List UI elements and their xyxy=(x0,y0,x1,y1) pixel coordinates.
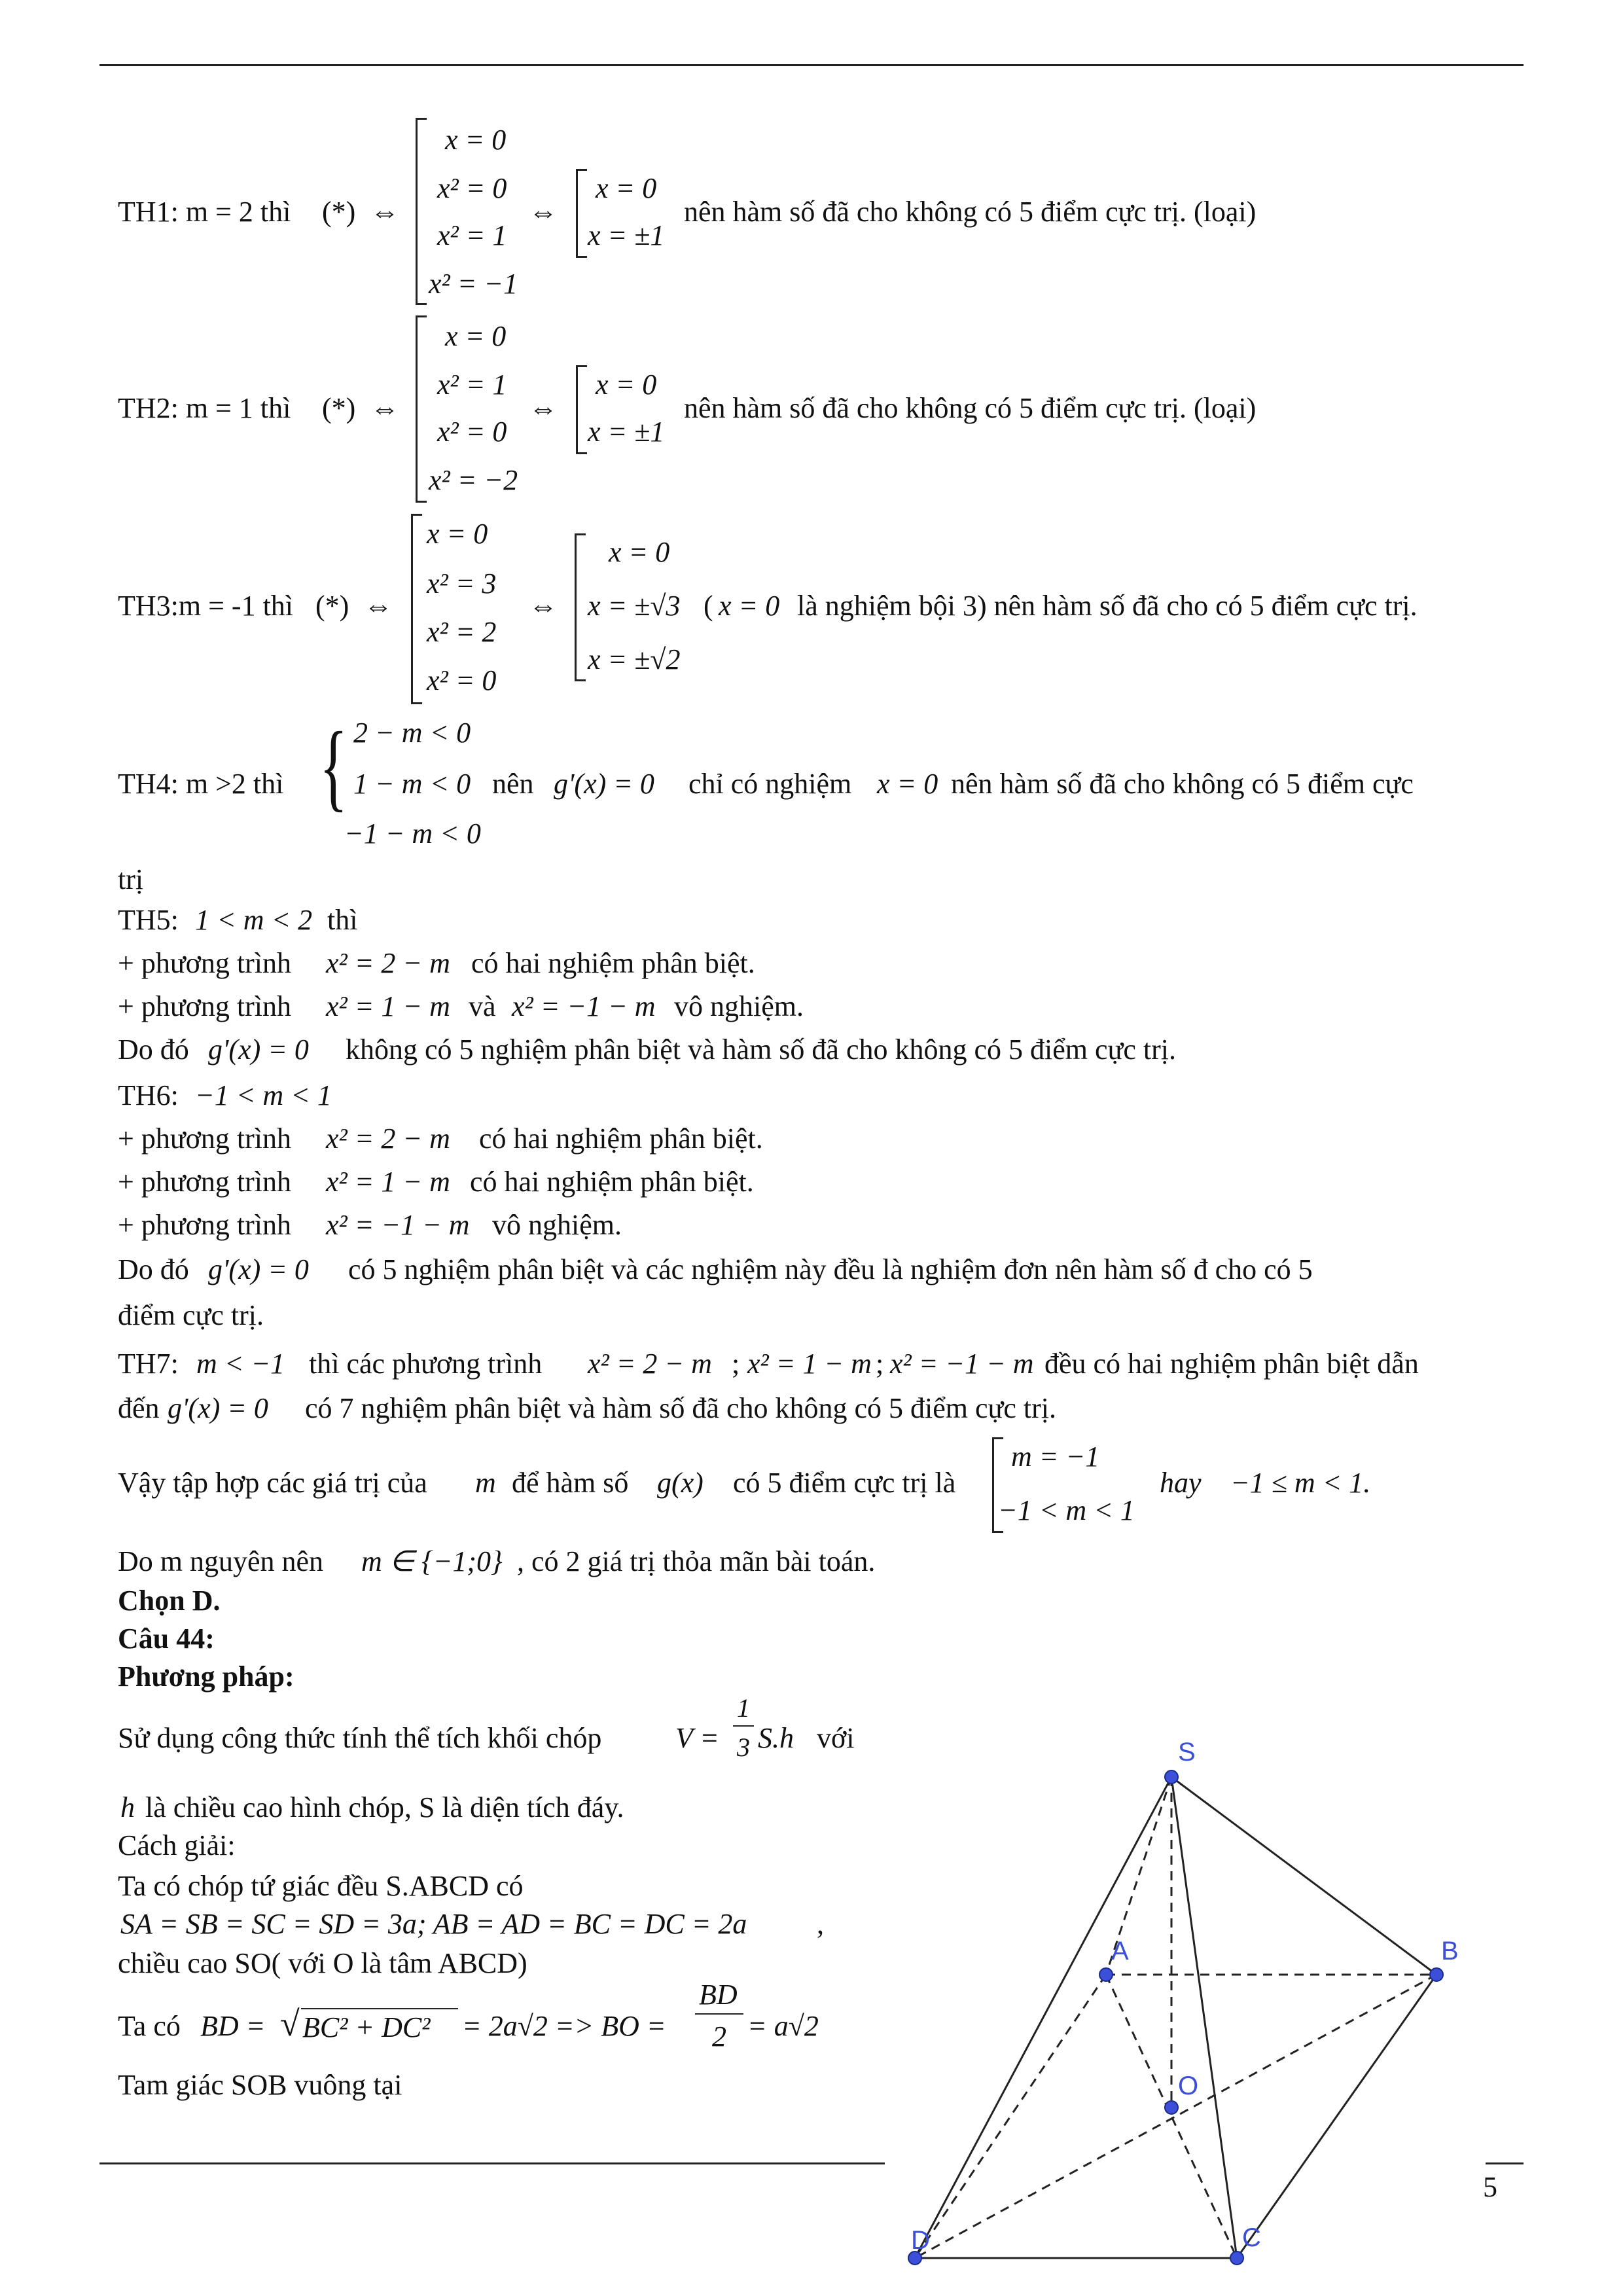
th2-res-1: x = ±1 xyxy=(588,416,665,448)
th2-sys-1: x² = 1 xyxy=(437,368,507,401)
th1-sys-3: x² = −1 xyxy=(429,268,518,300)
th6-l4m: g'(x) = 0 xyxy=(208,1253,309,1285)
s4-sqrt-sign: √ xyxy=(280,2004,300,2043)
label-b: B xyxy=(1441,1937,1459,1965)
th3-conc-c: là nghiệm bội 3) nên hàm số đã cho có 5 điểm cực trị. xyxy=(797,590,1418,622)
th6-cond: −1 < m < 1 xyxy=(195,1079,332,1111)
summary-t3: có 5 điểm cực trị là xyxy=(733,1467,956,1499)
th5-l2a: + phương trình xyxy=(118,990,292,1022)
th1-res-1: x = ±1 xyxy=(588,219,665,251)
summary-c2: −1 < m < 1 xyxy=(998,1494,1135,1526)
th5-l1m: x² = 2 − m xyxy=(326,947,450,979)
solve-line-1: Ta có chóp tứ giác đều S.ABCD có xyxy=(118,1870,524,1902)
th5-thi: thì xyxy=(327,904,358,936)
s4-den: 2 xyxy=(712,2020,726,2053)
th3-sys-1: x² = 3 xyxy=(427,567,497,600)
label-d: D xyxy=(911,2226,930,2255)
th7-l2m: g'(x) = 0 xyxy=(168,1392,268,1424)
label-a: A xyxy=(1111,1937,1129,1965)
point-s xyxy=(1165,1770,1178,1784)
th4-t4: trị xyxy=(118,863,144,895)
point-c xyxy=(1230,2251,1243,2265)
int-t2: , có 2 giá trị thỏa mãn bài toán. xyxy=(517,1545,876,1577)
edge-sc xyxy=(1171,1777,1237,2258)
th3-sys-3: x² = 0 xyxy=(427,664,497,696)
th2-label: TH2: m = 1 thì xyxy=(118,392,291,424)
th1-star: (*) xyxy=(322,196,356,228)
th7-e3: x² = −1 − m xyxy=(890,1348,1034,1380)
th2-sys-0: x = 0 xyxy=(445,320,507,352)
question-title: Câu 44: xyxy=(118,1623,215,1655)
th5-cond: 1 < m < 2 xyxy=(195,904,313,936)
th1-iff2: ⇔ xyxy=(529,196,558,228)
th7-s2: ; xyxy=(876,1348,884,1380)
th2-iff: ⇔ xyxy=(370,392,399,424)
th6-l3b: vô nghiệm. xyxy=(492,1209,622,1241)
th6-l4b: có 5 nghiệm phân biệt và các nghiệm này đều là nghiệm đơn nên hàm số đ cho có 5 xyxy=(348,1253,1313,1285)
th6-l1b: có hai nghiệm phân biệt. xyxy=(479,1122,763,1155)
th5-l2b: vô nghiệm. xyxy=(674,990,804,1022)
th4-eq: g'(x) = 0 xyxy=(554,768,654,800)
formula-num: 1 xyxy=(737,1693,750,1723)
th7-l2a: đến xyxy=(118,1392,160,1424)
th4-eq2: x = 0 xyxy=(877,768,938,800)
th2-res-0: x = 0 xyxy=(596,368,657,401)
edge-sd xyxy=(915,1777,1171,2258)
label-o: O xyxy=(1178,2072,1199,2100)
th5-l3m: g'(x) = 0 xyxy=(208,1033,309,1066)
edge-ad xyxy=(915,1975,1106,2258)
th5-l3b: không có 5 nghiệm phân biệt và hàm số đã cho không có 5 điểm cực trị. xyxy=(346,1033,1176,1066)
formula-rhs: S.h xyxy=(758,1722,794,1754)
th7-s1: ; xyxy=(732,1348,740,1380)
th4-t2: chỉ có nghiệm xyxy=(688,768,852,800)
th6-l2a: + phương trình xyxy=(118,1166,292,1198)
formula2-h: h xyxy=(120,1791,135,1823)
th3-res-1: x = ±√3 xyxy=(588,590,681,622)
th6-l2b: có hai nghiệm phân biệt. xyxy=(470,1166,754,1198)
th4-sys-2: −1 − m < 0 xyxy=(344,817,481,850)
diag-bd xyxy=(915,1975,1436,2258)
th7-t1: thì các phương trình xyxy=(309,1348,543,1380)
th1-sys-0: x = 0 xyxy=(445,124,507,156)
th4-t3: nên hàm số đã cho không có 5 điểm cực xyxy=(951,768,1414,800)
th3-conc-b: x = 0 xyxy=(719,590,780,622)
th3-conc-a: ( xyxy=(704,590,713,622)
formula2-text: là chiều cao hình chóp, S là diện tích đáy. xyxy=(145,1791,624,1823)
th6-l3a: + phương trình xyxy=(118,1209,292,1241)
formula-text: Sử dụng công thức tính thể tích khối chóp xyxy=(118,1722,602,1754)
th6-l5: điểm cực trị. xyxy=(118,1299,264,1331)
formula-with: với xyxy=(817,1722,855,1754)
th2-sys-2: x² = 0 xyxy=(437,416,507,448)
th3-label: TH3:m = -1 thì xyxy=(118,590,294,622)
solve-line-2: SA = SB = SC = SD = 3a; AB = AD = BC = DC = 2a xyxy=(120,1908,747,1940)
summary-m: m xyxy=(475,1467,496,1499)
th3-sys-0: x = 0 xyxy=(427,518,488,550)
th5-l2v: và xyxy=(469,990,496,1022)
th3-iff2: ⇔ xyxy=(529,590,558,622)
edge-cb xyxy=(1237,1975,1436,2258)
th3-sys-2: x² = 2 xyxy=(427,616,497,648)
th4-label: TH4: m >2 thì xyxy=(118,768,284,800)
summary-t2: để hàm số xyxy=(512,1467,629,1499)
th1-sys-1: x² = 0 xyxy=(437,172,507,204)
th7-label: TH7: xyxy=(118,1348,179,1380)
th1-label: TH1: m = 2 thì xyxy=(118,196,291,228)
th4-sys-0: 2 − m < 0 xyxy=(353,717,471,749)
s4-rad: BC² + DC² xyxy=(302,2011,431,2043)
formula-lhs: V = xyxy=(675,1722,719,1754)
th2-star: (*) xyxy=(322,392,356,424)
th2-conc: nên hàm số đã cho không có 5 điểm cực trị. (loại) xyxy=(684,392,1257,424)
th4-t1: nên xyxy=(492,768,534,800)
th3-res-0: x = 0 xyxy=(609,536,670,568)
th5-l3a: Do đó xyxy=(118,1033,189,1066)
solve-line-2-comma: , xyxy=(817,1908,824,1940)
summary-c1: m = −1 xyxy=(1011,1441,1100,1473)
th6-label: TH6: xyxy=(118,1079,179,1111)
s4-eq: = 2a√2 => BO = xyxy=(462,2010,666,2042)
th3-iff: ⇔ xyxy=(364,590,393,622)
th7-e1: x² = 2 − m xyxy=(588,1348,712,1380)
int-set: m ∈ {−1;0} xyxy=(361,1545,503,1577)
point-b xyxy=(1430,1968,1443,1981)
th1-iff: ⇔ xyxy=(370,196,399,228)
point-a xyxy=(1099,1968,1113,1981)
th6-l4a: Do đó xyxy=(118,1253,189,1285)
th6-l1a: + phương trình xyxy=(118,1122,292,1155)
th6-l2m: x² = 1 − m xyxy=(326,1166,450,1198)
s4-res: = a√2 xyxy=(747,2010,819,2042)
page-number: 5 xyxy=(1483,2171,1497,2203)
th1-sys-2: x² = 1 xyxy=(437,219,507,251)
th7-e2: x² = 1 − m xyxy=(747,1348,872,1380)
th6-l3m: x² = −1 − m xyxy=(326,1209,470,1241)
summary-res: −1 ≤ m < 1. xyxy=(1230,1467,1371,1499)
s4-num: BD xyxy=(699,1979,738,2011)
th5-l1a: + phương trình xyxy=(118,947,292,979)
th7-t2: đều có hai nghiệm phân biệt dẫn xyxy=(1044,1348,1419,1380)
th4-sys-1: 1 − m < 0 xyxy=(353,768,471,800)
summary-hay: hay xyxy=(1160,1467,1202,1499)
th3-res-2: x = ±√2 xyxy=(588,643,681,675)
label-c: C xyxy=(1242,2223,1261,2252)
solve-heading: Cách giải: xyxy=(118,1829,236,1861)
th7-cond: m < −1 xyxy=(196,1348,285,1380)
summary-g: g(x) xyxy=(657,1467,704,1499)
th3-star: (*) xyxy=(315,590,349,622)
th5-label: TH5: xyxy=(118,904,179,936)
th1-res-0: x = 0 xyxy=(596,172,657,204)
formula-den: 3 xyxy=(737,1732,750,1762)
th5-l2m2: x² = −1 − m xyxy=(512,990,656,1022)
point-o xyxy=(1165,2101,1178,2114)
method-heading: Phương pháp: xyxy=(118,1660,294,1693)
th2-sys-3: x² = −2 xyxy=(429,464,518,496)
summary-t1: Vậy tập hợp các giá trị của xyxy=(118,1467,427,1499)
th5-l1b: có hai nghiệm phân biệt. xyxy=(471,947,755,979)
choose-answer: Chọn D. xyxy=(118,1585,221,1617)
th5-l2m: x² = 1 − m xyxy=(326,990,450,1022)
th4-brace: { xyxy=(319,712,348,821)
s4-bd: BD = xyxy=(200,2010,266,2042)
solve-line-3: chiều cao SO( với O là tâm ABCD) xyxy=(118,1947,527,1979)
th2-iff2: ⇔ xyxy=(529,392,558,424)
label-s: S xyxy=(1178,1738,1196,1767)
th6-l1m: x² = 2 − m xyxy=(326,1122,450,1155)
th1-conc: nên hàm số đã cho không có 5 điểm cực trị. (loại) xyxy=(684,196,1257,228)
s4-t: Ta có xyxy=(118,2010,181,2042)
edge-sb xyxy=(1171,1777,1436,1975)
th7-l2b: có 7 nghiệm phân biệt và hàm số đã cho không có 5 điểm cực trị. xyxy=(305,1392,1056,1424)
int-t1: Do m nguyên nên xyxy=(118,1545,324,1577)
solve-line-5: Tam giác SOB vuông tại xyxy=(118,2069,402,2101)
